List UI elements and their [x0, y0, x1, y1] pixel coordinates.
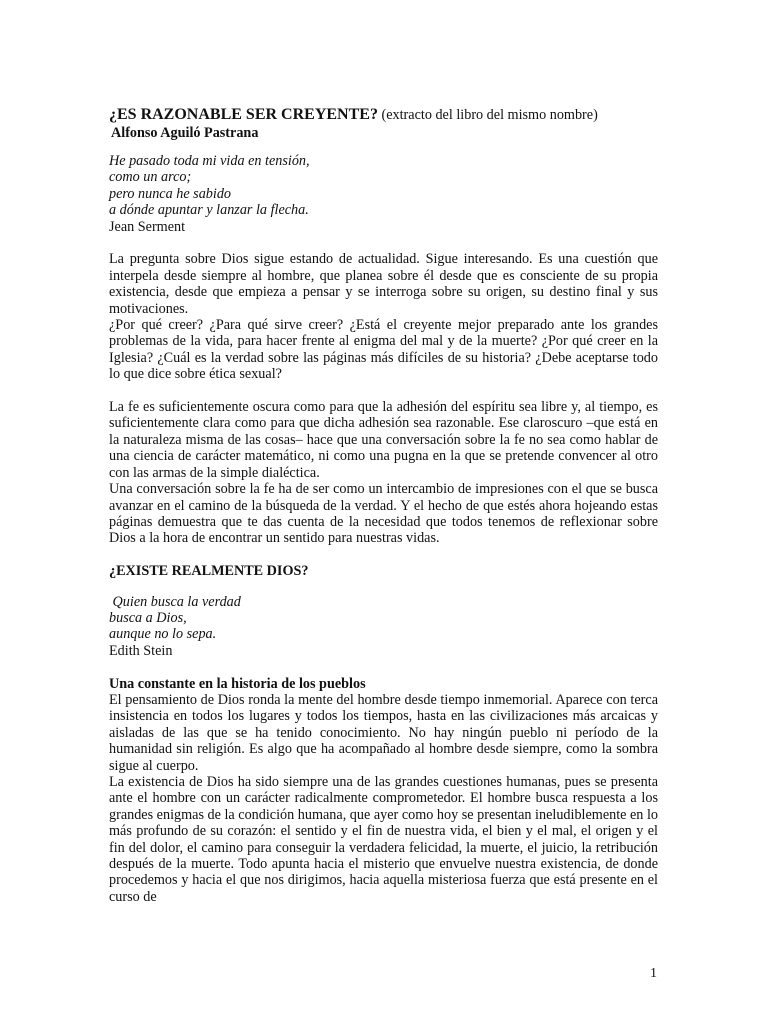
title-block	[109, 106, 658, 124]
spacer	[109, 659, 658, 675]
paragraph: La existencia de Dios ha sido siempre una de las grandes cuestiones humanas, pues se presenta ante el hombre con un carácter radicalmente comprometedor. El hombre busca respuesta a los grandes enigmas de la condición humana, que ayer como hoy se presentan ineludiblemente en lo más profundo de su corazón: el sentido y el fin de nuestra vida, el bien y el mal, el origen y el fin del dolor, el camino para conseguir la verdadera felicidad, la muerte, el juicio, la retribución después de la muerte. Todo apunta hacia el misterio que envuelve nuestra existencia, de donde procedemos y hacia el que nos dirigimos, hacia aquella misteriosa fuerza que está presente en el curso de	[109, 773, 658, 905]
document-title: ¿ES RAZONABLE SER CREYENTE?	[109, 106, 378, 123]
spacer	[109, 383, 658, 399]
document-author: Alfonso Aguiló Pastrana	[111, 125, 259, 141]
epigraph-1	[109, 153, 658, 235]
epigraph-1-line: He pasado toda mi vida en tensión,	[109, 153, 310, 169]
epigraph-1-line: como un arco;	[109, 169, 192, 186]
epigraph-1-line: pero nunca he sabido	[109, 185, 232, 202]
paragraph: ¿Por qué creer? ¿Para qué sirve creer? ¿Está el creyente mejor preparado ante los grandes problemas de la vida, para hacer frente al enigma del mal y de la muerte? ¿Por qué creer en la Iglesia? ¿Cuál es la verdad sobre las páginas más difíciles de su historia? ¿Debe aceptarse todo lo que dice sobre ética sexual?	[109, 317, 658, 383]
paragraph: La fe es suficientemente oscura como para que la adhesión del espíritu sea libre y, al tiempo, es suficientemente clara como para que dicha adhesión sea razonable. Ese claroscuro –que está en la naturaleza misma de las cosas– hace que una conversación sobre la fe no sea como hablar de una ciencia de carácter matemático, ni como una pugna en la que se pretende convencer al otro con las armas de la simple dialéctica.	[109, 399, 658, 481]
epigraph-2	[109, 594, 658, 660]
paragraph: La pregunta sobre Dios sigue estando de actualidad. Sigue interesando. Es una cuestión que interpela desde siempre al hombre, que planea sobre él desde que es consciente de su propia existencia, desde que empieza a pensar y se interroga sobre su origen, su destino final y sus motivaciones.	[109, 251, 658, 317]
page-number: 1	[650, 966, 657, 981]
epigraph-2-line: busca a Dios,	[109, 609, 187, 626]
paragraph: Una conversación sobre la fe ha de ser como un intercambio de impresiones con el que se busca avanzar en el camino de la búsqueda de la verdad. Y el hecho de que estés ahora hojeando estas páginas demuestra que te das cuenta de la necesidad que todos tenemos de reflexionar sobre Dios a la hora de encontrar un sentido para nuestras vidas.	[109, 481, 658, 547]
document-body	[109, 106, 658, 905]
subheading: Una constante en la historia de los pueblos	[109, 675, 366, 692]
epigraph-1-attribution: Jean Serment	[109, 218, 186, 235]
epigraph-1-line: a dónde apuntar y lanzar la flecha.	[109, 202, 309, 219]
document-title-note: (extracto del libro del mismo nombre)	[381, 107, 598, 123]
spacer	[109, 235, 658, 251]
epigraph-2-attribution: Edith Stein	[109, 642, 173, 659]
epigraph-2-line: Quien busca la verdad	[109, 593, 241, 610]
spacer	[109, 547, 658, 563]
paragraph: El pensamiento de Dios ronda la mente del hombre desde tiempo inmemorial. Aparece con terca insistencia en todos los lugares y todos los tiempos, hasta en las civilizaciones más arcaicas y aisladas de las que se ha tenido conocimiento. No hay ningún pueblo ni período de la humanidad sin religión. Es algo que ha acompañado al hombre desde siempre, como la sombra sigue al cuerpo.	[109, 691, 658, 774]
epigraph-2-line: aunque no lo sepa.	[109, 626, 217, 643]
section-title: ¿EXISTE REALMENTE DIOS?	[109, 563, 309, 580]
